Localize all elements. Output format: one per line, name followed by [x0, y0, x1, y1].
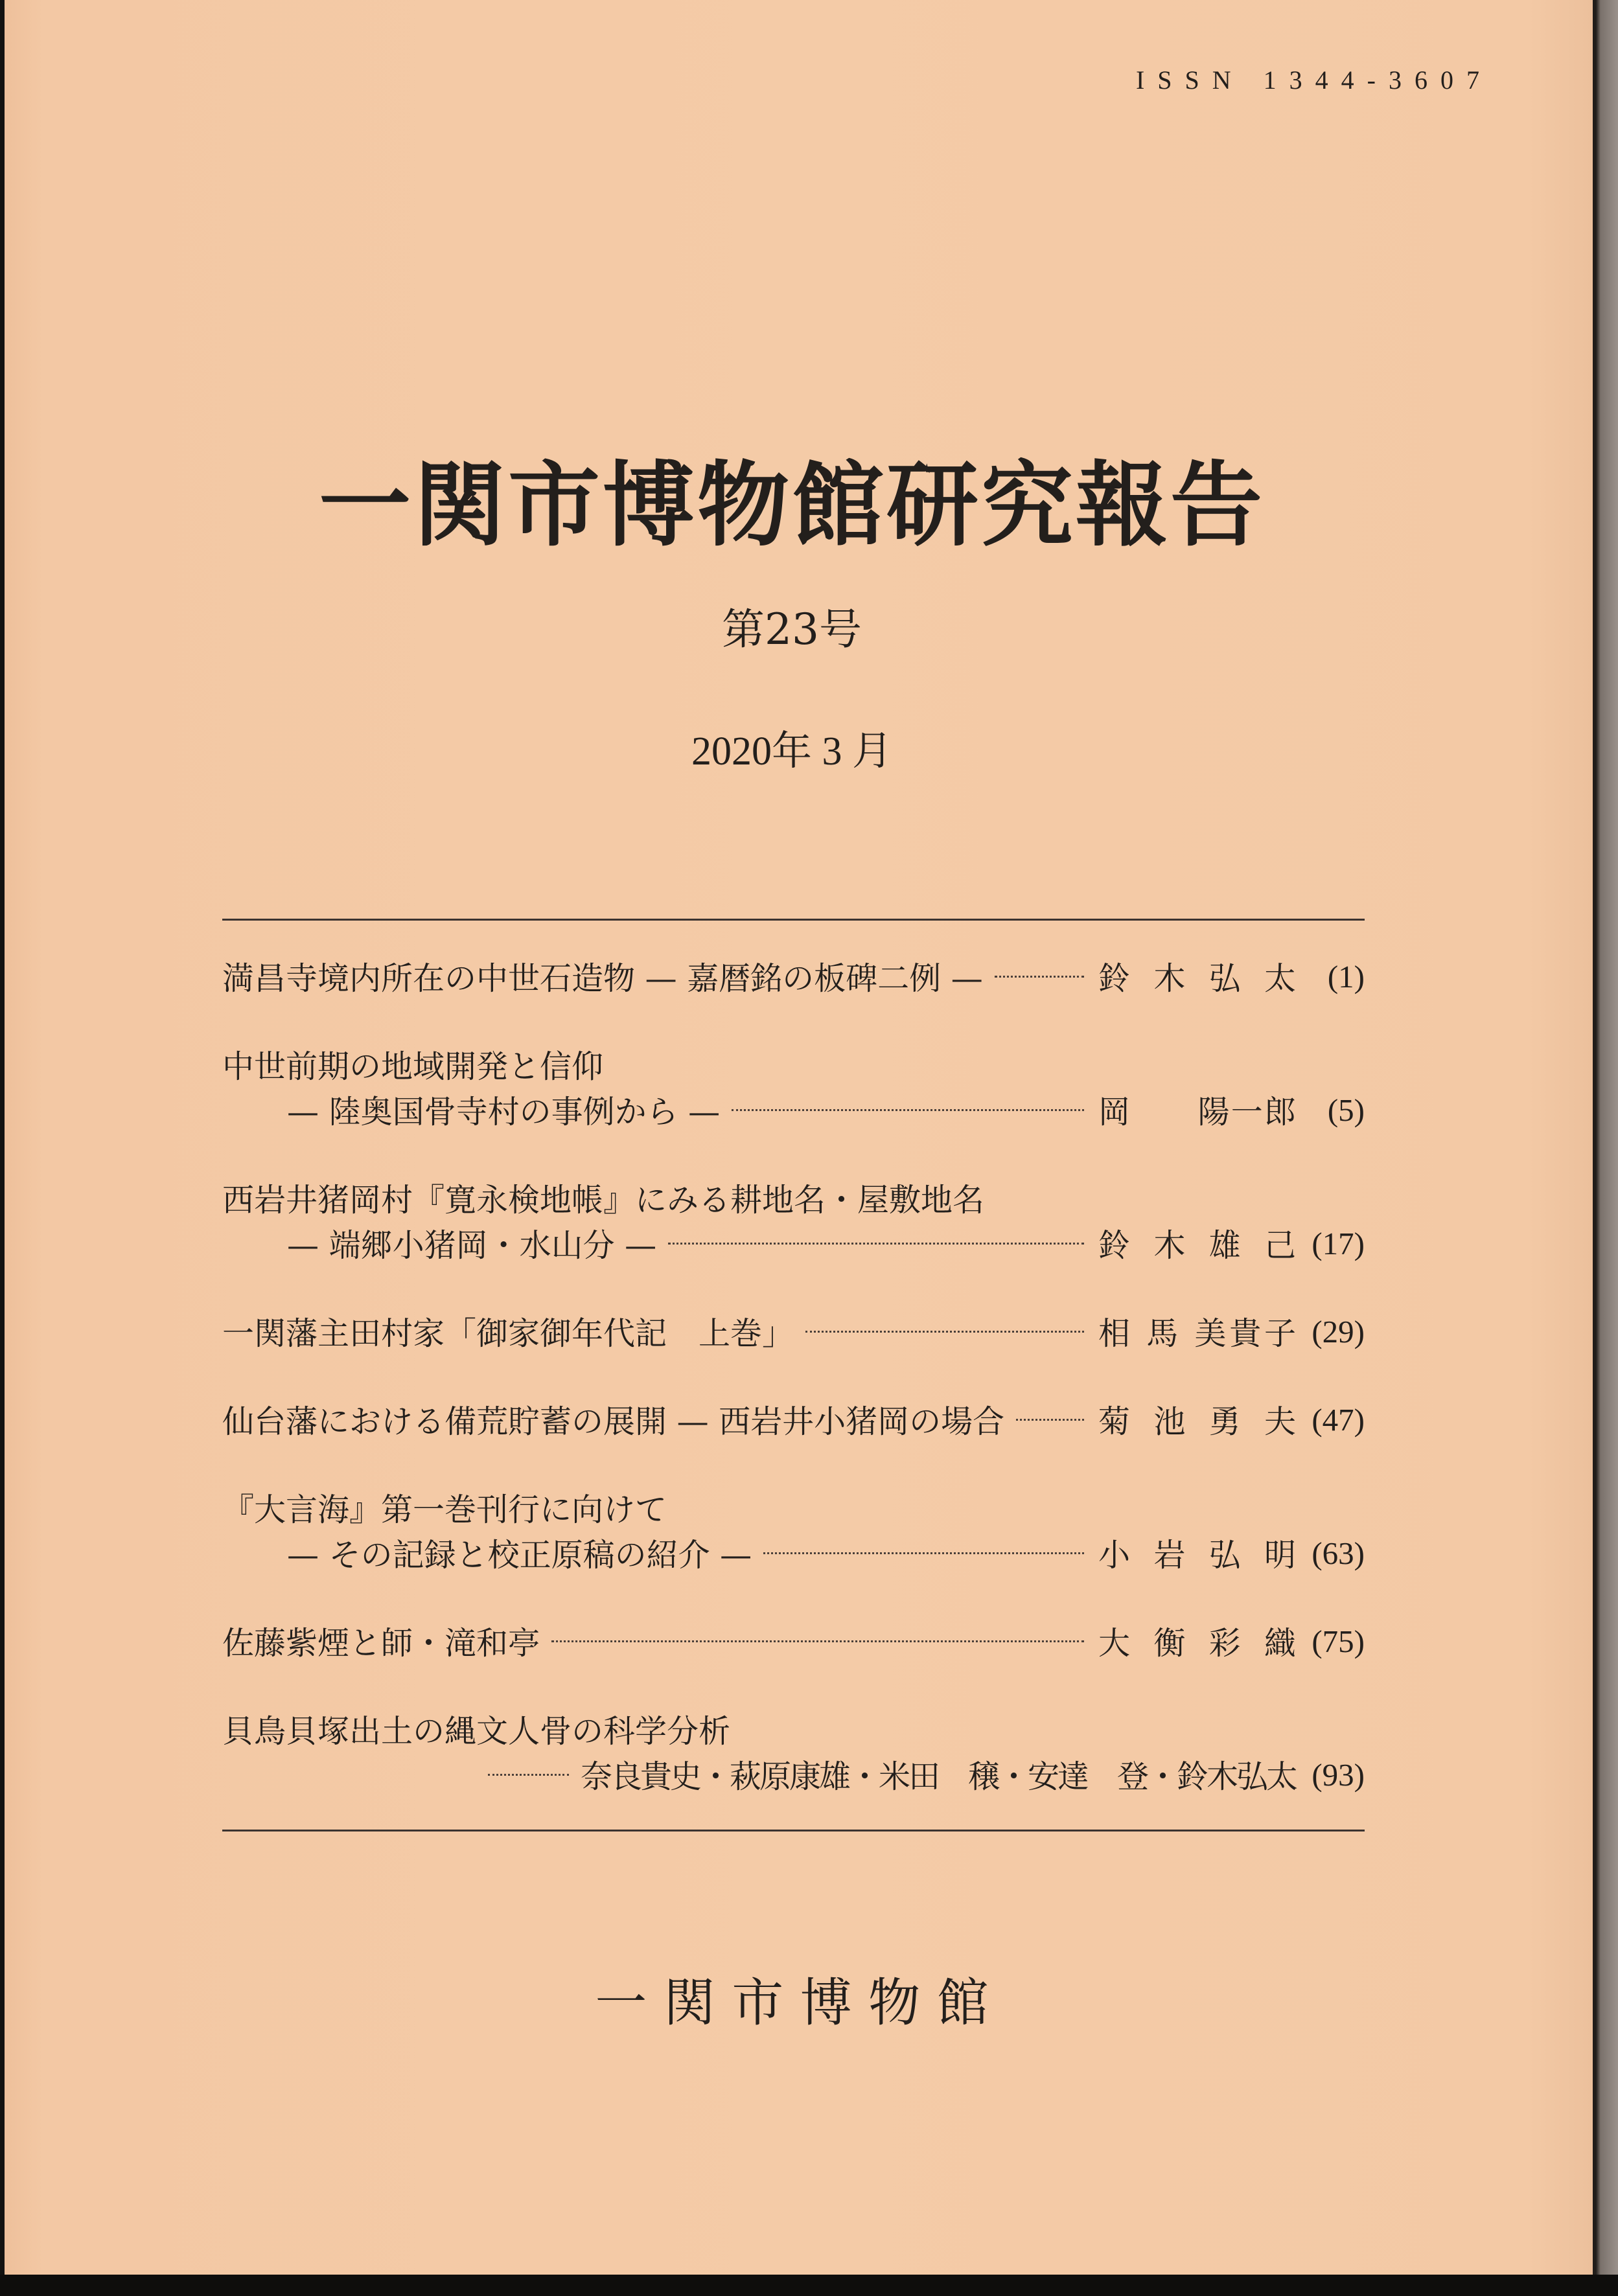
- dot-leader: [995, 976, 1084, 978]
- toc-line: [222, 1309, 1365, 1354]
- journal-cover-page: [5, 0, 1593, 2275]
- toc-line: [222, 1087, 1365, 1132]
- top-divider: [222, 919, 1365, 921]
- dot-leader: [1016, 1419, 1084, 1421]
- toc-entry: [222, 1485, 1365, 1576]
- article-title: 佐藤紫煙と師・滝和亭: [222, 1625, 540, 1662]
- article-author: 鈴 木 弘 太: [1098, 960, 1296, 997]
- scan-edge-right: [1593, 0, 1618, 2275]
- toc-line: [222, 1175, 1365, 1221]
- dot-leader: [551, 1640, 1084, 1642]
- article-page: (5): [1327, 1092, 1365, 1128]
- toc-entry: [222, 1618, 1365, 1664]
- table-of-contents: [222, 954, 1365, 1797]
- article-author: 岡 陽一郎: [1098, 1094, 1296, 1131]
- issn-number: ISSN 1344-3607: [1135, 65, 1492, 95]
- article-title: 西岩井猪岡村『寛永検地帳』にみる耕地名・屋敷地名: [222, 1182, 985, 1219]
- article-title: 貝鳥貝塚出土の縄文人骨の科学分析: [222, 1713, 731, 1750]
- toc-entry: [222, 954, 1365, 999]
- article-authors: 奈良貴史・萩原康雄・米田 穣・安達 登・鈴木弘太: [580, 1758, 1296, 1795]
- dot-leader: [805, 1331, 1084, 1333]
- toc-line: [222, 1530, 1365, 1576]
- article-title: 一関藩主田村家「御家御年代記 上巻」: [222, 1315, 794, 1352]
- toc-line: [222, 1042, 1365, 1087]
- toc-entry: [222, 1309, 1365, 1354]
- toc-entry: [222, 1706, 1365, 1797]
- article-page: (17): [1312, 1225, 1365, 1261]
- article-author: 菊 池 勇 夫: [1098, 1403, 1296, 1440]
- bottom-divider: [222, 1830, 1365, 1831]
- article-title: 中世前期の地域開発と信仰: [222, 1048, 604, 1085]
- dot-leader: [668, 1243, 1084, 1245]
- article-subtitle: — 端郷小猪岡・水山分 —: [287, 1227, 657, 1264]
- article-subtitle: — 陸奥国骨寺村の事例から —: [287, 1094, 721, 1131]
- article-title: 仙台藩における備荒貯蓄の展開 — 西岩井小猪岡の場合: [222, 1403, 1005, 1440]
- journal-title: 一関市博物館研究報告: [319, 452, 1265, 559]
- publisher-name: 一 関 市 博 物 館: [595, 1973, 989, 2033]
- toc-entry: [222, 1042, 1365, 1132]
- scan-edge-bottom: [0, 2275, 1618, 2296]
- dot-leader: [732, 1109, 1084, 1111]
- article-author: 小 岩 弘 明: [1098, 1537, 1296, 1574]
- toc-line: [222, 1485, 1365, 1530]
- article-page: (29): [1312, 1313, 1365, 1349]
- toc-entry: [222, 1397, 1365, 1442]
- article-page: (93): [1312, 1756, 1365, 1793]
- article-author: 鈴 木 雄 己: [1098, 1227, 1296, 1264]
- issue-number: 第23号: [722, 604, 862, 654]
- toc-line: [222, 1221, 1365, 1266]
- toc-entry: [222, 1175, 1365, 1266]
- toc-line: [222, 1752, 1365, 1797]
- article-page: (63): [1312, 1535, 1365, 1571]
- toc-line: [222, 1397, 1365, 1442]
- article-page: (75): [1312, 1623, 1365, 1659]
- dot-leader: [488, 1774, 569, 1776]
- article-author: 相 馬 美貴子: [1098, 1315, 1296, 1352]
- article-title: 満昌寺境内所在の中世石造物 — 嘉暦銘の板碑二例 —: [222, 960, 983, 997]
- toc-line: [222, 954, 1365, 999]
- toc-line: [222, 1618, 1365, 1664]
- dot-leader: [763, 1552, 1084, 1554]
- article-author: 大 衡 彩 織: [1098, 1625, 1296, 1662]
- article-page: (1): [1327, 958, 1365, 994]
- article-subtitle: — その記録と校正原稿の紹介 —: [287, 1537, 752, 1574]
- toc-line: [222, 1706, 1365, 1752]
- article-page: (47): [1312, 1401, 1365, 1438]
- article-title: 『大言海』第一巻刊行に向けて: [222, 1491, 667, 1528]
- publication-date: 2020年 3 月: [691, 729, 892, 774]
